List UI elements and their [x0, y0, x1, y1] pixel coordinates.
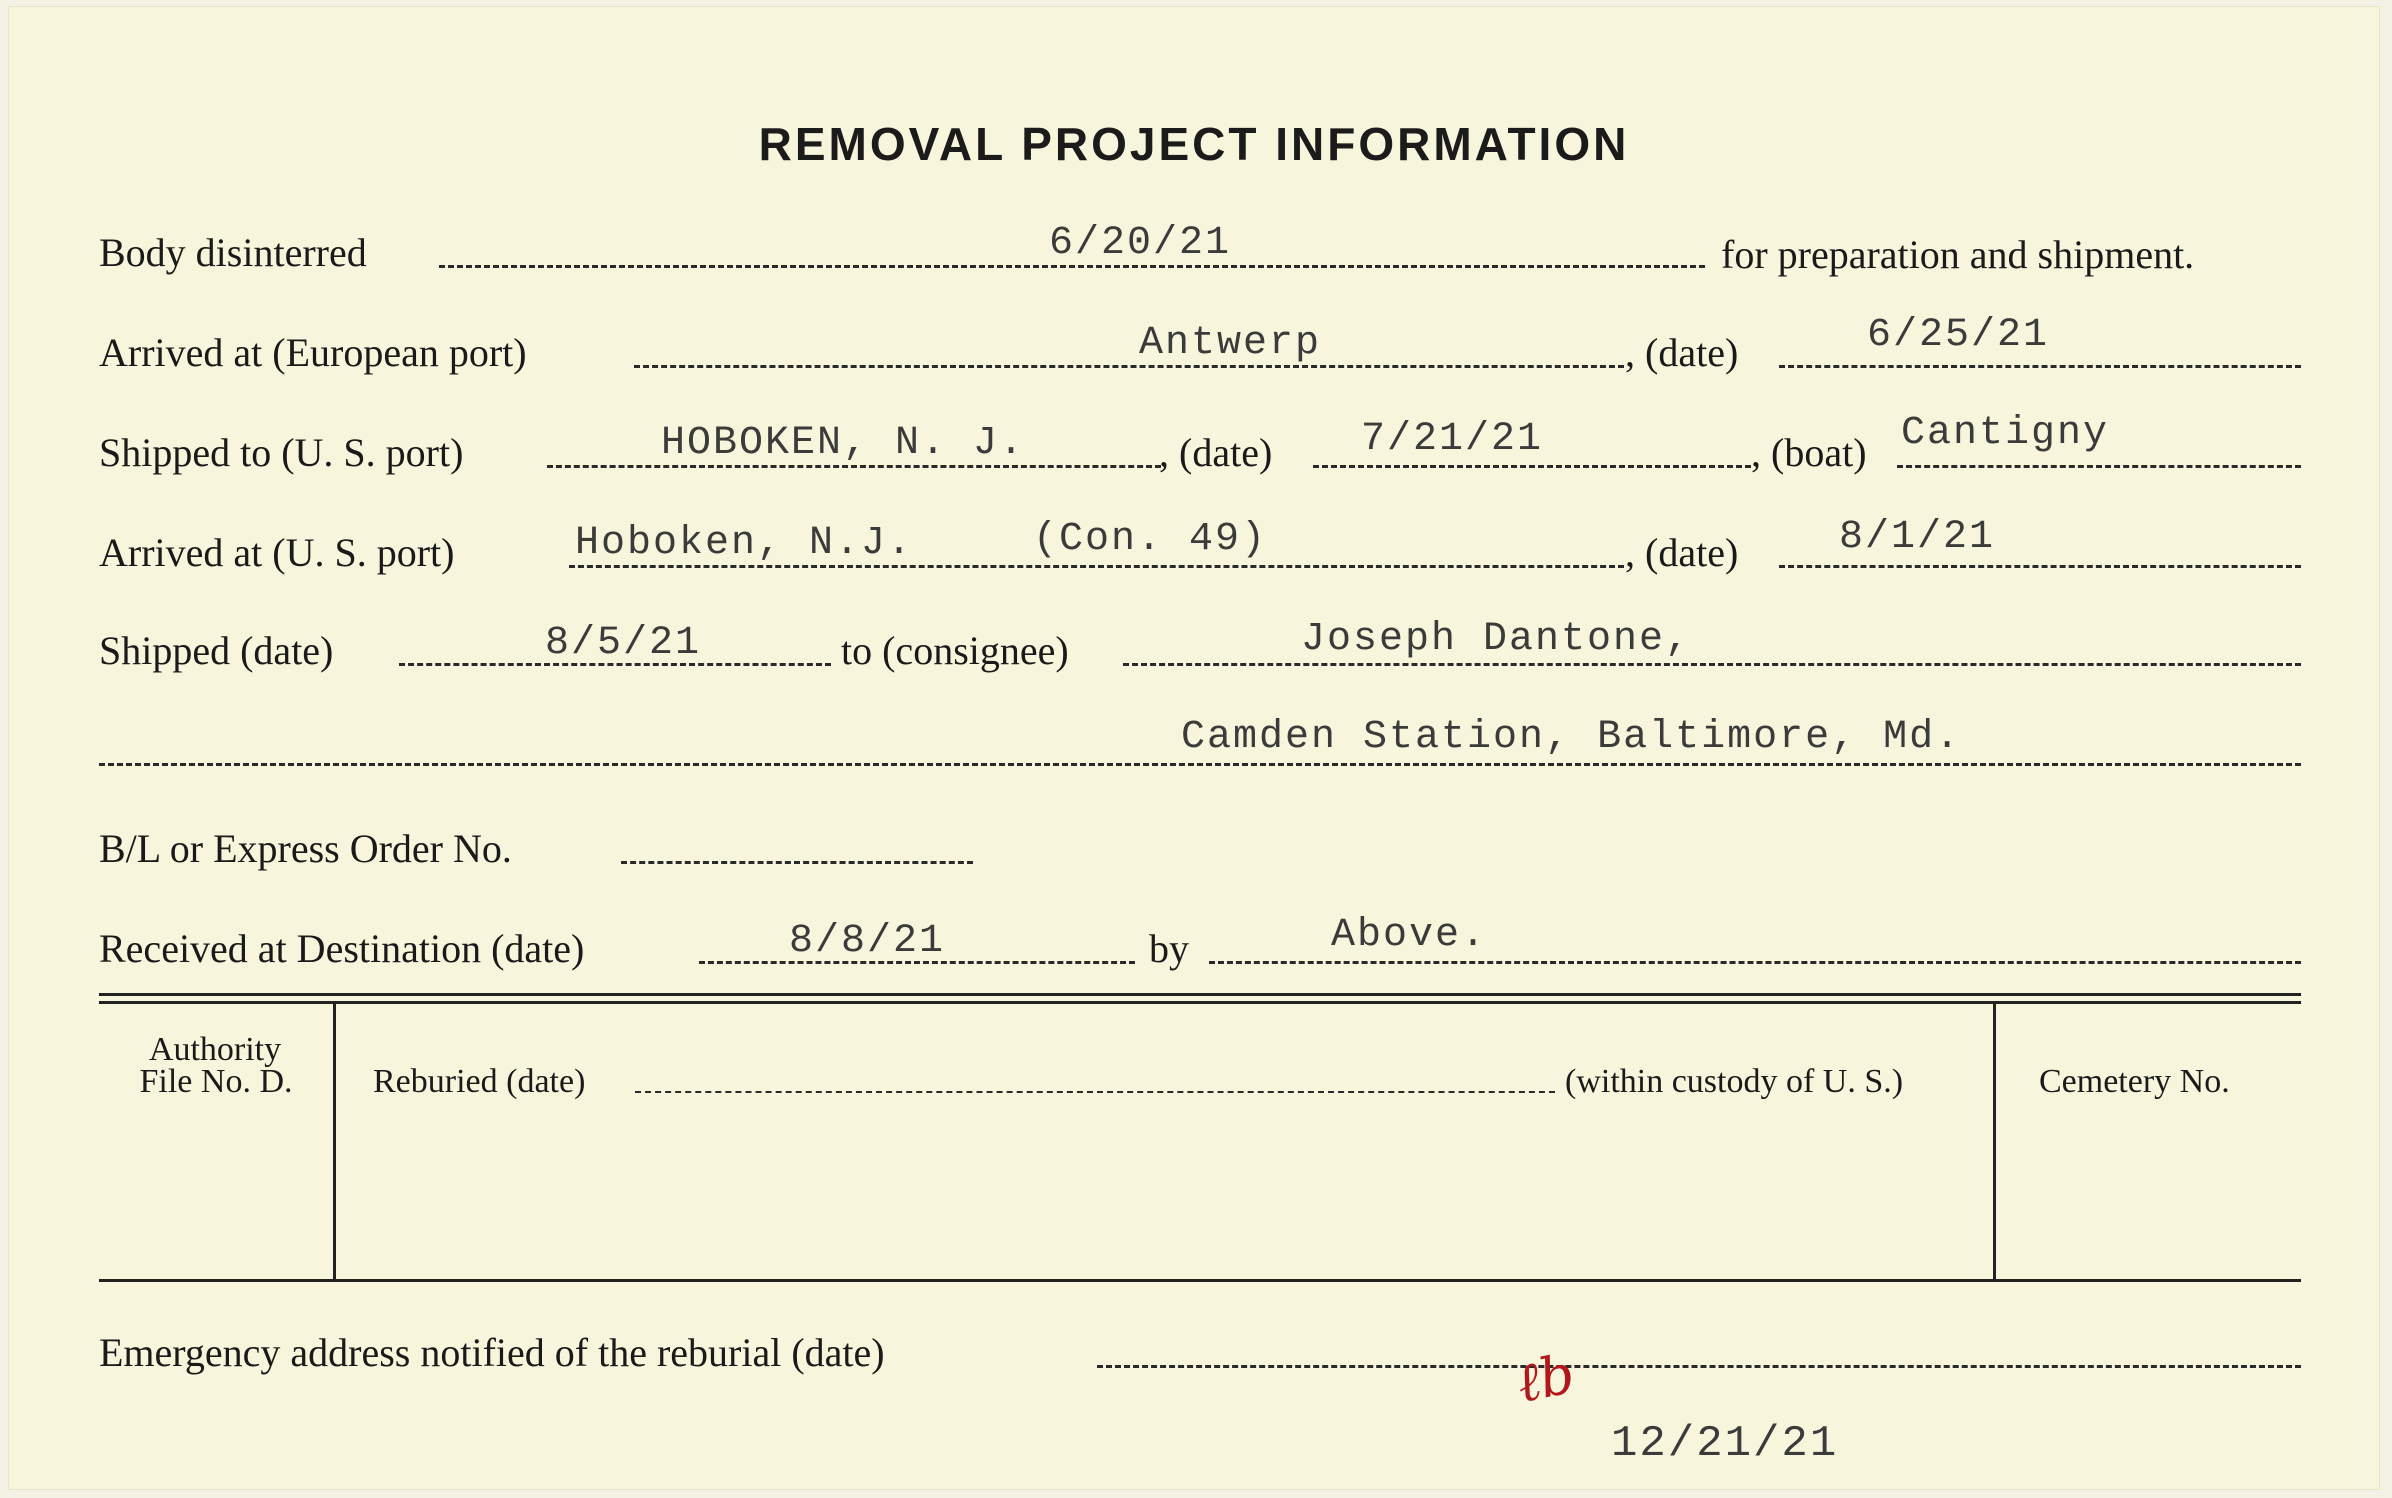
address-value: Camden Station, Baltimore, Md. — [1181, 715, 1962, 760]
shipped-us-port-value: HOBOKEN, N. J. — [661, 421, 1026, 466]
shipped-us-date-label: , (date) — [1159, 430, 1273, 475]
emergency-label: Emergency address notified of the reburial (date) — [99, 1330, 885, 1375]
emergency-date-value: 12/21/21 — [1611, 1419, 1839, 1469]
arrived-european-date-value: 6/25/21 — [1867, 313, 2050, 358]
shipped-date-value: 8/5/21 — [545, 621, 702, 666]
boat-label: , (boat) — [1751, 430, 1867, 475]
bl-order-label: B/L or Express Order No. — [99, 826, 512, 871]
arrived-us-date-line — [1779, 565, 2301, 568]
shipped-us-label: Shipped to (U. S. port) — [99, 430, 464, 475]
received-date-value: 8/8/21 — [789, 919, 946, 964]
custody-label: (within custody of U. S.) — [1565, 1063, 1904, 1100]
address-line — [99, 763, 2301, 766]
received-by-line — [1209, 961, 2301, 964]
arrived-us-date-value: 8/1/21 — [1839, 515, 1996, 560]
bl-order-line — [621, 861, 973, 864]
consignee-line — [1123, 663, 2301, 666]
arrived-us-date-label: , (date) — [1625, 530, 1739, 575]
file-no-label: File No. D. — [139, 1063, 293, 1100]
arrived-european-port-value: Antwerp — [1139, 321, 1322, 366]
received-by-value: Above. — [1331, 913, 1488, 958]
table-bottom-rule — [99, 1279, 2301, 1282]
table-top-rule-2 — [99, 1001, 2301, 1004]
boat-line — [1897, 465, 2301, 468]
arrived-european-line — [634, 365, 1624, 368]
consignee-value: Joseph Dantone, — [1301, 617, 1692, 662]
body-disinterred-value: 6/20/21 — [1049, 221, 1232, 266]
received-label: Received at Destination (date) — [99, 926, 585, 971]
reburied-label: Reburied (date) — [373, 1063, 586, 1100]
body-disinterred-label: Body disinterred — [99, 230, 367, 275]
table-divider-right — [1993, 1001, 1996, 1281]
arrived-us-port-value: Hoboken, N.J. — [575, 521, 914, 566]
arrived-us-label: Arrived at (U. S. port) — [99, 530, 455, 575]
red-initials-mark: ℓb — [1511, 1341, 1580, 1416]
arrived-european-date-line — [1779, 365, 2301, 368]
table-top-rule — [99, 993, 2301, 996]
authority-label: Authority — [148, 1031, 282, 1068]
record-card — [8, 6, 2380, 1490]
form-title: REMOVAL PROJECT INFORMATION — [758, 118, 1630, 170]
consignee-label: to (consignee) — [841, 628, 1069, 673]
reburied-line — [635, 1091, 1555, 1093]
received-by-label: by — [1149, 926, 1189, 971]
arrived-european-label: Arrived at (European port) — [99, 330, 527, 375]
shipped-date-label: Shipped (date) — [99, 628, 334, 673]
container-value: (Con. 49) — [1033, 517, 1268, 562]
shipped-us-date-value: 7/21/21 — [1361, 417, 1544, 462]
table-divider-left — [333, 1001, 336, 1281]
shipped-us-date-line — [1313, 465, 1751, 468]
emergency-line — [1097, 1365, 2301, 1368]
cemetery-no-label: Cemetery No. — [2039, 1063, 2230, 1100]
arrived-european-date-label: , (date) — [1625, 330, 1739, 375]
boat-value: Cantigny — [1901, 411, 2110, 456]
preparation-label: for preparation and shipment. — [1721, 232, 2195, 277]
